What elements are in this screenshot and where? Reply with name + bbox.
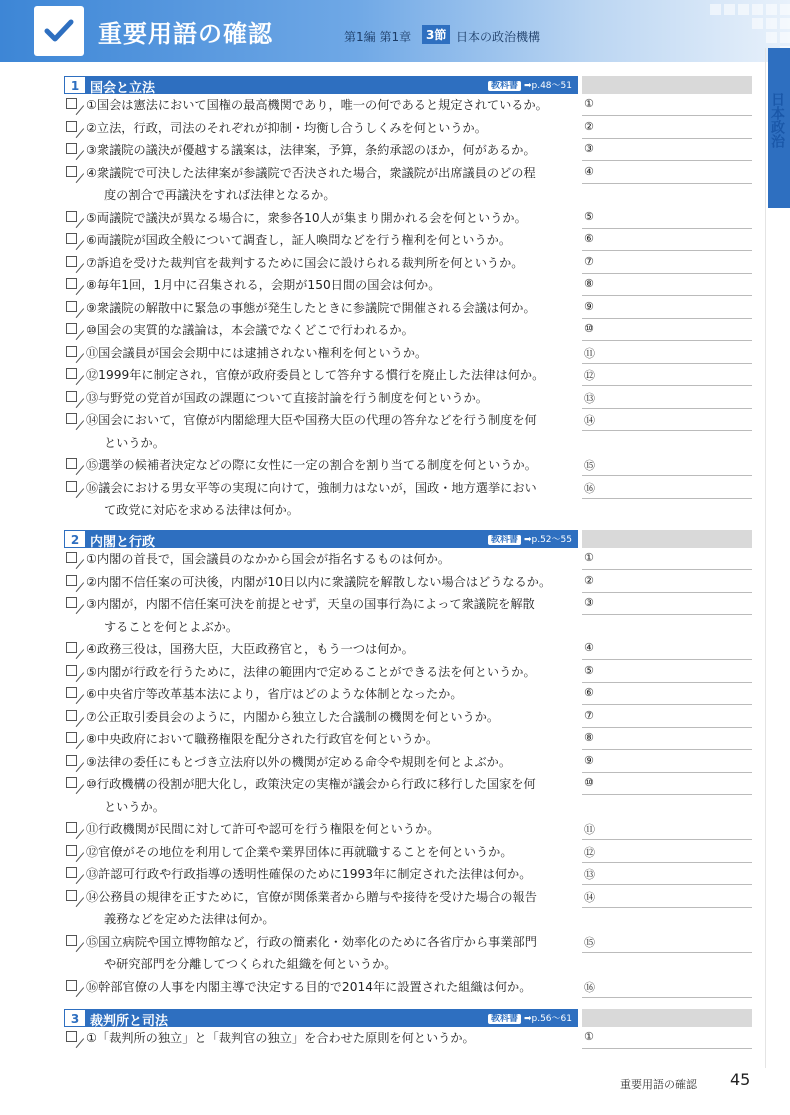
answer-number: ② bbox=[584, 573, 594, 587]
answer-field[interactable] bbox=[582, 207, 752, 229]
answer-number: ⑭ bbox=[584, 890, 595, 904]
decoration-square bbox=[766, 32, 777, 43]
answer-number: ⑫ bbox=[584, 845, 595, 859]
checkbox-icon[interactable] bbox=[66, 256, 77, 267]
section-number: 3 bbox=[64, 1009, 86, 1027]
question-text bbox=[86, 931, 578, 976]
question-row bbox=[64, 661, 578, 684]
question-row bbox=[64, 409, 578, 454]
question-line: ③衆議院の議決が優越する議案は，法律案，予算，条約承認のほか，何があるか。 bbox=[86, 143, 536, 157]
question-text bbox=[86, 886, 578, 931]
section-number: 1 bbox=[64, 76, 86, 94]
page-title: 重要用語の確認 bbox=[98, 20, 273, 48]
question-text bbox=[86, 94, 578, 117]
question-line: ⑤内閣が行政を行うために，法律の範囲内で定めることができる法を何というか。 bbox=[86, 664, 536, 679]
question-text bbox=[86, 252, 578, 275]
question-row bbox=[64, 638, 578, 661]
checkbox-icon[interactable] bbox=[66, 121, 77, 132]
checkbox-icon[interactable] bbox=[66, 278, 77, 289]
checkbox-icon[interactable] bbox=[66, 211, 77, 222]
question-text bbox=[86, 342, 578, 365]
question-line: ①内閣の首長で，国会議員のなかから国会が指名するものは何か。 bbox=[86, 552, 451, 566]
question-text bbox=[86, 139, 578, 162]
header-decoration bbox=[530, 0, 790, 62]
checkbox-icon[interactable] bbox=[66, 935, 77, 946]
question-line: ⑪行政機関が民間に対して許可や認可を行う権限を何というか。 bbox=[86, 822, 440, 836]
page-header bbox=[0, 0, 790, 62]
question-row bbox=[64, 117, 578, 140]
question-row bbox=[64, 886, 578, 931]
checkbox-icon[interactable] bbox=[66, 301, 77, 312]
checkbox-icon[interactable] bbox=[66, 1031, 77, 1042]
question-line: ①国会は憲法において国権の最高機関であり，唯一の何であると規定されているか。 bbox=[86, 98, 548, 112]
question-row bbox=[64, 976, 578, 999]
question-row bbox=[64, 274, 578, 297]
textbook-badge: 教科書 bbox=[488, 1014, 521, 1024]
question-text bbox=[86, 117, 578, 140]
answer-field[interactable] bbox=[582, 818, 752, 840]
answer-field[interactable] bbox=[582, 454, 752, 476]
question-line: ⑧中央政府において職務権限を配分された行政官を何というか。 bbox=[86, 732, 439, 746]
page-range: ➡p.52〜55 bbox=[523, 535, 572, 545]
checkbox-icon[interactable] bbox=[66, 867, 77, 878]
checkbox-icon[interactable] bbox=[66, 755, 77, 766]
page-range: ➡p.56〜61 bbox=[523, 1014, 572, 1024]
answer-field[interactable] bbox=[582, 117, 752, 139]
checkbox-icon[interactable] bbox=[66, 391, 77, 402]
checkbox-icon[interactable] bbox=[66, 458, 77, 469]
question-row bbox=[64, 319, 578, 342]
section-label: 裁判所と司法 bbox=[90, 1014, 169, 1029]
question-row bbox=[64, 571, 578, 594]
answer-field[interactable] bbox=[582, 342, 752, 364]
question-row bbox=[64, 863, 578, 886]
checkbox-icon[interactable] bbox=[66, 413, 77, 424]
answer-field[interactable] bbox=[582, 387, 752, 409]
checkbox-icon[interactable] bbox=[66, 346, 77, 357]
question-row bbox=[64, 229, 578, 252]
answer-number: ⑨ bbox=[584, 753, 594, 767]
answer-number: ① bbox=[584, 97, 594, 110]
question-row bbox=[64, 139, 578, 162]
checkbox-icon[interactable] bbox=[66, 552, 77, 563]
answer-number: ③ bbox=[584, 596, 594, 609]
question-line: ⑤両議院で議決が異なる場合に，衆参各10人が集まり開かれる会を何というか。 bbox=[86, 210, 527, 225]
checkbox-icon[interactable] bbox=[66, 233, 77, 244]
question-row bbox=[64, 593, 578, 638]
question-row bbox=[64, 841, 578, 864]
answer-number: ① bbox=[584, 551, 594, 564]
question-text bbox=[86, 593, 578, 638]
question-text bbox=[86, 773, 578, 818]
page-range: ➡p.48〜51 bbox=[523, 81, 572, 91]
checkbox-icon[interactable] bbox=[66, 890, 77, 901]
answer-number: ⑫ bbox=[584, 369, 595, 382]
question-line: というか。 bbox=[104, 799, 165, 814]
checkbox-icon[interactable] bbox=[66, 777, 77, 788]
answer-number: ④ bbox=[584, 641, 594, 654]
question-line: ⑪国会議員が国会会期中には逮捕されない権利を何というか。 bbox=[86, 345, 428, 360]
textbook-reference bbox=[488, 1011, 572, 1024]
question-row bbox=[64, 477, 578, 522]
decoration-square bbox=[780, 4, 790, 15]
question-line: ⑩行政機構の役割が肥大化し，政策決定の実権が議会から行政に移行した国家を何 bbox=[86, 777, 536, 791]
question-row bbox=[64, 931, 578, 976]
answer-field[interactable] bbox=[582, 841, 752, 863]
side-tab-label: 日本政治 bbox=[769, 92, 785, 148]
question-text bbox=[86, 319, 578, 342]
question-row bbox=[64, 706, 578, 729]
section-label: 内閣と行政 bbox=[90, 535, 156, 550]
checkbox-icon[interactable] bbox=[66, 575, 77, 586]
question-row bbox=[64, 162, 578, 207]
question-line: というか。 bbox=[104, 435, 165, 450]
question-line: ⑥両議院が国政全般について調査し，証人喚問などを行う権利を何というか。 bbox=[86, 233, 512, 247]
question-text bbox=[86, 818, 578, 841]
answer-number: ⑮ bbox=[584, 459, 595, 472]
question-text bbox=[86, 571, 578, 594]
question-line: ⑬与野党の党首が国政の課題について直接討論を行う制度を何というか。 bbox=[86, 390, 488, 405]
answer-number: ⑥ bbox=[584, 232, 594, 245]
question-row bbox=[64, 818, 578, 841]
answer-number: ⑮ bbox=[584, 935, 595, 949]
question-line: ⑭公務員の規律を正すために，官僚が関係業者から贈与や接待を受けた場合の報告 bbox=[86, 889, 537, 904]
question-text bbox=[86, 364, 578, 387]
question-line: ④衆議院で可決した法律案が参議院で否決された場合，衆議院が出席議員のどの程 bbox=[86, 165, 536, 180]
question-line: ⑥中央省庁等改革基本法により，省庁はどのような体制となったか。 bbox=[86, 687, 463, 701]
checkbox-icon[interactable] bbox=[66, 687, 77, 698]
question-line: ⑬許認可行政や行政指導の透明性確保のために1993年に制定された法律は何か。 bbox=[86, 867, 532, 881]
question-row bbox=[64, 364, 578, 387]
question-row bbox=[64, 387, 578, 410]
question-text bbox=[86, 1027, 578, 1050]
answer-number: ⑪ bbox=[584, 823, 595, 836]
question-text bbox=[86, 661, 578, 684]
checkbox-icon[interactable] bbox=[66, 143, 77, 154]
question-text bbox=[86, 409, 578, 454]
section-title: 日本の政治機構 bbox=[456, 30, 541, 44]
answer-field[interactable] bbox=[582, 1027, 752, 1049]
answer-field[interactable] bbox=[582, 931, 752, 953]
checkbox-icon[interactable] bbox=[66, 822, 77, 833]
answer-number: ⑯ bbox=[584, 481, 595, 495]
question-text bbox=[86, 548, 578, 571]
section-header bbox=[64, 1009, 578, 1027]
answer-number: ⑧ bbox=[584, 277, 594, 290]
answer-field[interactable] bbox=[582, 706, 752, 728]
question-line: ③内閣が，内閣不信任案可決を前提とせず，天皇の国事行為によって衆議院を解散 bbox=[86, 597, 535, 611]
question-text bbox=[86, 207, 578, 230]
question-line: 義務などを定めた法律は何か。 bbox=[104, 912, 275, 926]
textbook-badge: 教科書 bbox=[488, 81, 521, 91]
question-line: ⑭国会において，官僚が内閣総理大臣や国務大臣の代理の答弁などを行う制度を何 bbox=[86, 413, 537, 427]
question-row bbox=[64, 342, 578, 365]
question-line: ⑫1999年に制定され，官僚が政府委員として答弁する慣行を廃止した法律は何か。 bbox=[86, 368, 545, 382]
answer-number: ⑧ bbox=[584, 731, 594, 744]
checkbox-icon[interactable] bbox=[66, 166, 77, 177]
question-line: ⑮国立病院や国立博物館など，行政の簡素化・効率化のために各省庁から事業部門 bbox=[86, 934, 537, 949]
answer-number: ⑬ bbox=[584, 391, 595, 405]
question-line: ⑧毎年1回，1月中に召集される，会期が150日間の国会は何か。 bbox=[86, 278, 441, 292]
decoration-square bbox=[766, 4, 777, 15]
question-line: ⑫官僚がその地位を利用して企業や業界団体に再就職することを何というか。 bbox=[86, 844, 513, 859]
side-divider bbox=[765, 48, 766, 1068]
decoration-square bbox=[724, 4, 735, 15]
answer-number: ⑨ bbox=[584, 299, 594, 313]
question-row bbox=[64, 297, 578, 320]
question-row bbox=[64, 1027, 578, 1050]
answer-number: ⑯ bbox=[584, 980, 595, 994]
section-header bbox=[64, 530, 578, 548]
question-line: ⑨法律の委任にもとづき立法府以外の機関が定める命令や規則を何とよぶか。 bbox=[86, 754, 512, 769]
answer-number: ① bbox=[584, 1030, 594, 1043]
answer-field[interactable] bbox=[582, 319, 752, 341]
decoration-square bbox=[710, 4, 721, 15]
question-line: ⑦訴追を受けた裁判官を裁判するために国会に設けられる裁判所を何というか。 bbox=[86, 255, 524, 270]
answer-number: ② bbox=[584, 119, 594, 133]
question-line: することを何とよぶか。 bbox=[104, 619, 239, 634]
checkbox-icon[interactable] bbox=[66, 98, 77, 109]
question-row bbox=[64, 728, 578, 751]
decoration-square bbox=[752, 4, 763, 15]
answer-field[interactable] bbox=[582, 297, 752, 319]
question-text bbox=[86, 454, 578, 477]
answer-number: ⑩ bbox=[584, 322, 594, 335]
question-line: ⑯議会における男女平等の実現に向けて，強制力はないが，国政・地方選挙におい bbox=[86, 480, 537, 495]
answer-column-header bbox=[582, 1009, 752, 1027]
page-number: 45 bbox=[730, 1070, 751, 1089]
question-text bbox=[86, 841, 578, 864]
question-line: ⑯幹部官僚の人事を内閣主導で決定する目的で2014年に設置された組織は何か。 bbox=[86, 979, 532, 994]
checkbox-icon[interactable] bbox=[66, 642, 77, 653]
answer-field[interactable] bbox=[582, 683, 752, 705]
checkbox-icon[interactable] bbox=[66, 323, 77, 334]
question-line: や研究部門を分離してつくられた組織を何というか。 bbox=[104, 957, 397, 971]
answer-number: ④ bbox=[584, 164, 594, 178]
question-line: ⑦公正取引委員会のように，内閣から独立した合議制の機関を何というか。 bbox=[86, 709, 500, 724]
question-row bbox=[64, 207, 578, 230]
question-text bbox=[86, 706, 578, 729]
question-text bbox=[86, 162, 578, 207]
question-text bbox=[86, 863, 578, 886]
answer-number: ⑦ bbox=[584, 708, 594, 722]
answer-field[interactable] bbox=[582, 229, 752, 251]
checkbox-icon[interactable] bbox=[66, 710, 77, 721]
answer-field[interactable] bbox=[582, 548, 752, 570]
question-line: て政党に対応を求める法律は何か。 bbox=[104, 503, 299, 517]
checkbox-icon[interactable] bbox=[66, 481, 77, 492]
question-text bbox=[86, 297, 578, 320]
answer-number: ⑩ bbox=[584, 776, 594, 789]
answer-field[interactable] bbox=[582, 477, 752, 499]
question-line: ⑩国会の実質的な議論は，本会議でなくどこで行われるか。 bbox=[86, 323, 414, 337]
answer-number: ⑦ bbox=[584, 254, 594, 268]
question-line: ②内閣不信任案の可決後，内閣が10日以内に衆議院を解散しない場合はどうなるか。 bbox=[86, 574, 552, 589]
footer-label: 重要用語の確認 bbox=[620, 1078, 697, 1091]
section-number-badge: 3節 bbox=[422, 25, 450, 44]
question-text bbox=[86, 274, 578, 297]
answer-number: ⑪ bbox=[584, 346, 595, 360]
question-text bbox=[86, 683, 578, 706]
answer-field[interactable] bbox=[582, 661, 752, 683]
answer-field[interactable] bbox=[582, 274, 752, 296]
answer-field[interactable] bbox=[582, 94, 752, 116]
check-icon bbox=[34, 6, 84, 56]
section-header bbox=[64, 76, 578, 94]
answer-field[interactable] bbox=[582, 976, 752, 998]
checkbox-icon[interactable] bbox=[66, 597, 77, 608]
question-line: ⑨衆議院の解散中に緊急の事態が発生したときに参議院で開催される会議は何か。 bbox=[86, 300, 536, 315]
answer-field[interactable] bbox=[582, 139, 752, 161]
question-text bbox=[86, 229, 578, 252]
decoration-square bbox=[766, 18, 777, 29]
answer-column-header bbox=[582, 76, 752, 94]
question-text bbox=[86, 477, 578, 522]
question-line: ⑮選挙の候補者決定などの際に女性に一定の割合を割り当てる制度を何というか。 bbox=[86, 458, 537, 472]
question-line: ②立法，行政，司法のそれぞれが抑制・均衡し合うしくみを何というか。 bbox=[86, 120, 487, 135]
answer-field[interactable] bbox=[582, 773, 752, 795]
textbook-badge: 教科書 bbox=[488, 535, 521, 545]
decoration-square bbox=[780, 18, 790, 29]
answer-column-header bbox=[582, 530, 752, 548]
answer-field[interactable] bbox=[582, 409, 752, 431]
answer-number: ⑤ bbox=[584, 209, 594, 223]
question-row bbox=[64, 548, 578, 571]
decoration-square bbox=[738, 4, 749, 15]
question-text bbox=[86, 976, 578, 999]
answer-field[interactable] bbox=[582, 571, 752, 593]
answer-field[interactable] bbox=[582, 162, 752, 184]
checkbox-icon[interactable] bbox=[66, 980, 77, 991]
answer-field[interactable] bbox=[582, 728, 752, 750]
question-row bbox=[64, 751, 578, 774]
answer-field[interactable] bbox=[582, 364, 752, 386]
question-row bbox=[64, 773, 578, 818]
answer-field[interactable] bbox=[582, 751, 752, 773]
answer-number: ⑥ bbox=[584, 686, 594, 699]
checkbox-icon[interactable] bbox=[66, 665, 77, 676]
answer-field[interactable] bbox=[582, 863, 752, 885]
question-text bbox=[86, 387, 578, 410]
decoration-square bbox=[780, 32, 790, 43]
checkbox-icon[interactable] bbox=[66, 368, 77, 379]
answer-number: ⑤ bbox=[584, 663, 594, 677]
question-text bbox=[86, 751, 578, 774]
question-row bbox=[64, 252, 578, 275]
question-text bbox=[86, 728, 578, 751]
chapter-label: 第1編 第1章 bbox=[344, 30, 412, 44]
question-line: ④政務三役は，国務大臣，大臣政務官と，もう一つは何か。 bbox=[86, 642, 414, 656]
checkbox-icon[interactable] bbox=[66, 732, 77, 743]
section-label: 国会と立法 bbox=[90, 81, 156, 96]
answer-field[interactable] bbox=[582, 593, 752, 615]
question-line: ①「裁判所の独立」と「裁判官の独立」を合わせた原則を何というか。 bbox=[86, 1031, 475, 1045]
question-text bbox=[86, 638, 578, 661]
answer-field[interactable] bbox=[582, 886, 752, 908]
textbook-reference bbox=[488, 78, 572, 91]
checkbox-icon[interactable] bbox=[66, 845, 77, 856]
question-row bbox=[64, 683, 578, 706]
textbook-reference bbox=[488, 532, 572, 545]
answer-number: ③ bbox=[584, 142, 594, 155]
question-row bbox=[64, 94, 578, 117]
answer-field[interactable] bbox=[582, 252, 752, 274]
answer-field[interactable] bbox=[582, 638, 752, 660]
question-line: 度の割合で再議決をすれば法律となるか。 bbox=[104, 188, 336, 202]
section-number: 2 bbox=[64, 530, 86, 548]
answer-number: ⑭ bbox=[584, 414, 595, 427]
question-row bbox=[64, 454, 578, 477]
answer-number: ⑬ bbox=[584, 868, 595, 881]
decoration-square bbox=[752, 18, 763, 29]
